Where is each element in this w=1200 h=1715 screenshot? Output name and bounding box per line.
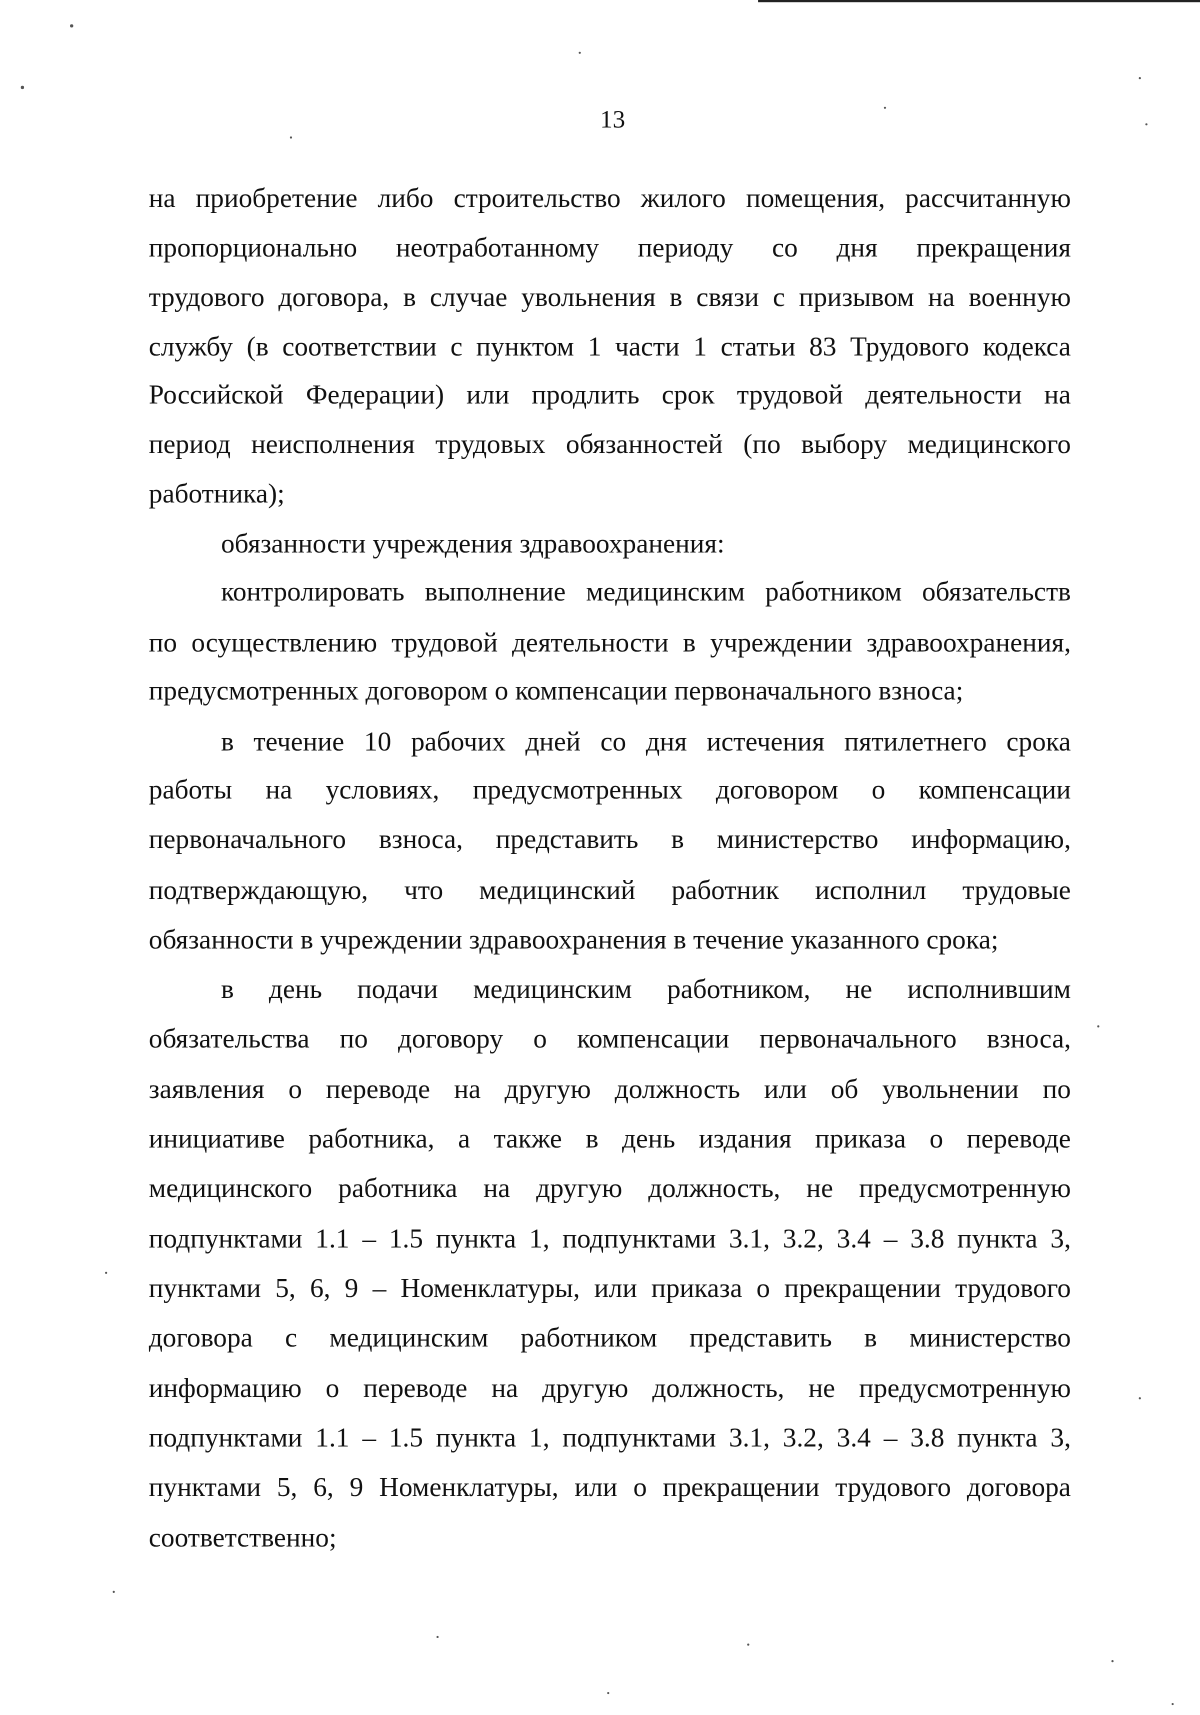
text-line: контролировать выполнение медицинским работником обязательств — [220, 577, 1071, 608]
scan-speck — [113, 1591, 115, 1593]
text-line: пропорционально неотработанному периоду со дня прекращения — [148, 233, 1071, 263]
scan-speck — [579, 52, 581, 54]
scan-speck — [747, 1644, 749, 1646]
text-line: обязательства по договору о компенсации первоначального взноса, — [148, 1024, 1071, 1054]
text-line: на приобретение либо строительство жилого помещения, рассчитанную — [148, 183, 1071, 214]
scan-speck — [1145, 123, 1147, 125]
text-line: обязанности в учреждении здравоохранения в течение указанного срока; — [148, 925, 999, 955]
text-line: пунктами 5, 6, 9 Номенклатуры, или о прекращении трудового договора — [148, 1473, 1071, 1503]
scan-speck — [1097, 1025, 1099, 1027]
text-line: заявления о переводе на другую должность или об увольнении по — [148, 1074, 1071, 1105]
text-line: в день подачи медицинским работником, не исполнившим — [220, 974, 1071, 1005]
text-line: соответственно; — [148, 1523, 337, 1554]
text-line: трудового договора, в случае увольнения в связи с призывом на военную — [148, 282, 1071, 313]
text-line: медицинского работника на другую должность, не предусмотренную — [148, 1173, 1071, 1204]
text-line: обязанности учреждения здравоохранения: — [220, 529, 725, 559]
scan-speck — [105, 1272, 107, 1274]
text-line: в течение 10 рабочих дней со дня истечения пятилетнего срока — [220, 727, 1071, 757]
text-line: договора с медицинским работником представить в министерство — [148, 1323, 1071, 1354]
text-line: по осуществлению трудовой деятельности в учреждении здравоохранения, — [148, 628, 1071, 658]
scan-speck — [1172, 1703, 1174, 1705]
text-line: работы на условиях, предусмотренных договором о компенсации — [148, 775, 1071, 806]
text-line: службу (в соответствии с пунктом 1 части 1 статьи 83 Трудового кодекса — [148, 332, 1071, 362]
scan-speck — [607, 1692, 609, 1694]
text-line: предусмотренных договором о компенсации первоначального взноса; — [148, 676, 964, 707]
text-line: период неисполнения трудовых обязанностей (по выбору медицинского — [148, 430, 1071, 460]
scan-speck — [1139, 1397, 1141, 1399]
text-line: пунктами 5, 6, 9 – Номенклатуры, или приказа о прекращении трудового — [148, 1273, 1071, 1304]
scan-speck — [436, 1636, 438, 1638]
page-number: 13 — [600, 105, 626, 134]
text-line: работника); — [148, 479, 285, 510]
scan-speck — [1111, 1660, 1113, 1662]
text-line: подпунктами 1.1 – 1.5 пункта 1, подпунктами 3.1, 3.2, 3.4 – 3.8 пункта 3, — [148, 1423, 1071, 1454]
text-line: первоначального взноса, представить в министерство информацию, — [148, 825, 1071, 855]
scan-speck — [884, 107, 886, 109]
text-line: информацию о переводе на другую должность, не предусмотренную — [148, 1374, 1071, 1404]
text-line: подтверждающую, что медицинский работник исполнил трудовые — [148, 875, 1071, 906]
scan-speck — [70, 24, 73, 27]
text-line: Российской Федерации) или продлить срок трудовой деятельности на — [148, 380, 1071, 411]
scan-speck — [1139, 77, 1141, 79]
scan-speck — [21, 86, 24, 89]
scan-speck — [290, 136, 292, 138]
text-line: инициативе работника, а также в день издания приказа о переводе — [148, 1124, 1071, 1155]
top-rule — [758, 0, 1200, 2]
text-line: подпунктами 1.1 – 1.5 пункта 1, подпунктами 3.1, 3.2, 3.4 – 3.8 пункта 3, — [148, 1224, 1071, 1255]
